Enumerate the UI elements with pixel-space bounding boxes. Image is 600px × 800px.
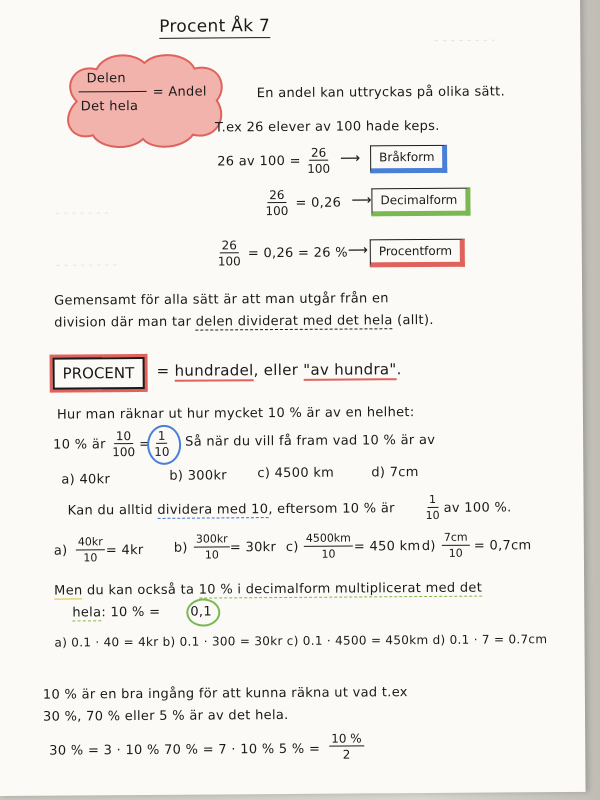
row2-equals: = 0,26 [295, 195, 342, 211]
answer1-a-result: = 4kr [105, 542, 144, 559]
answer1-c-label: c) [285, 539, 299, 555]
answer1-b-label: b) [173, 540, 188, 556]
arrow-icon: ⟶ [351, 192, 372, 209]
brakform-box: Bråkform [370, 145, 448, 174]
men-line: Men du kan också ta 10 % i decimalform multiplicerat med det [54, 580, 483, 599]
row1-fraction: $\frac{26}{100}$ [307, 145, 331, 176]
decimal-value: 0,1 [190, 604, 212, 620]
answer1-d-fraction: $\frac{7cm}{10}$ [442, 531, 470, 561]
answer1-b-result: = 30kr [229, 540, 277, 556]
row3-equals: = 0,26 = 26 % [247, 245, 348, 262]
ten-percent-label: 10 % är [53, 437, 106, 453]
intro-text: En andel kan uttryckas på olika sätt. [256, 84, 506, 102]
task-a: a) 40kr [61, 472, 111, 488]
bottom-line-3: 30 % = 3 · 10 % 70 % = 7 · 10 % 5 % = [49, 741, 321, 759]
show-through-text: - - - - - - - - [55, 257, 118, 272]
cloud-delen: Delen [86, 71, 126, 87]
one-over-ten-fraction: $\frac{1}{10}$ [154, 428, 170, 459]
page-title: Procent Åk 7 [159, 16, 271, 37]
answers-decimal-line: a) 0.1 · 40 = 4kr b) 0.1 · 300 = 30kr c) 0.1 · 4500 = 450km d) 0.1 · 7 = 0.7cm [54, 632, 548, 650]
arrow-icon: ⟶ [347, 242, 368, 259]
task-b: b) 300kr [169, 468, 227, 484]
task-c: c) 4500 km [257, 465, 335, 482]
example-text: T.ex 26 elever av 100 hade keps. [214, 118, 440, 136]
procentform-box: Procentform [370, 239, 466, 268]
equals-sign: = [139, 436, 151, 452]
row2-fraction: $\frac{26}{100}$ [265, 187, 289, 219]
answer1-b-fraction: $\frac{300kr}{10}$ [194, 532, 230, 562]
ten-percent-rest: Så när du vill få fram vad 10 % är av [185, 432, 436, 450]
cloud-det-hela: Det hela [80, 98, 139, 115]
bottom-line-2: 30 %, 70 % eller 5 % är av det hela. [42, 707, 289, 725]
answer1-c-fraction: $\frac{4500km}{10}$ [304, 532, 353, 562]
answer1-a-fraction: $\frac{40kr}{10}$ [76, 535, 105, 565]
answer1-c-result: = 450 km [353, 539, 421, 555]
how-to-line: Hur man räknar ut hur mycket 10 % är av en helhet: [56, 405, 415, 423]
summary-line-1: Gemensamt för alla sätt är att man utgår från en [54, 291, 389, 309]
procent-box: PROCENT [53, 357, 145, 390]
arrow-icon: ⟶ [340, 150, 361, 167]
answer1-d-label: d) [421, 538, 436, 555]
show-through-text: - - - - - - - [55, 205, 109, 220]
divide-line-end: av 100 %. [443, 500, 512, 516]
row3-fraction: $\frac{26}{100}$ [217, 238, 241, 269]
task-d: d) 7cm [371, 465, 419, 481]
divide-line: Kan du alltid dividera med 10, eftersom 10 % är [67, 501, 395, 519]
show-through-text: - - - - - - - - [434, 32, 496, 47]
ten-over-hundred-fraction: $\frac{10}{100}$ [112, 429, 136, 460]
answer1-d-result: = 0,7cm [473, 538, 532, 554]
bottom-line-1: 10 % är en bra ingång för att kunna räkna ut vad t.ex [42, 685, 408, 703]
one-tenth-fraction: $\frac{1}{10}$ [425, 492, 440, 522]
hela-line: hela: 10 % = [72, 604, 161, 621]
summary-line-2: division där man tar delen dividerat med det hela (allt). [54, 312, 434, 331]
row1-left-text: 26 av 100 = [217, 153, 301, 170]
cloud-andel: = Andel [152, 84, 207, 100]
decimalform-box: Decimalform [371, 188, 470, 217]
five-percent-fraction: $\frac{10 \%}{2}$ [329, 731, 364, 761]
answer1-a-label: a) [53, 543, 68, 559]
procent-definition: = hundradel, eller "av hundra". [156, 360, 402, 380]
